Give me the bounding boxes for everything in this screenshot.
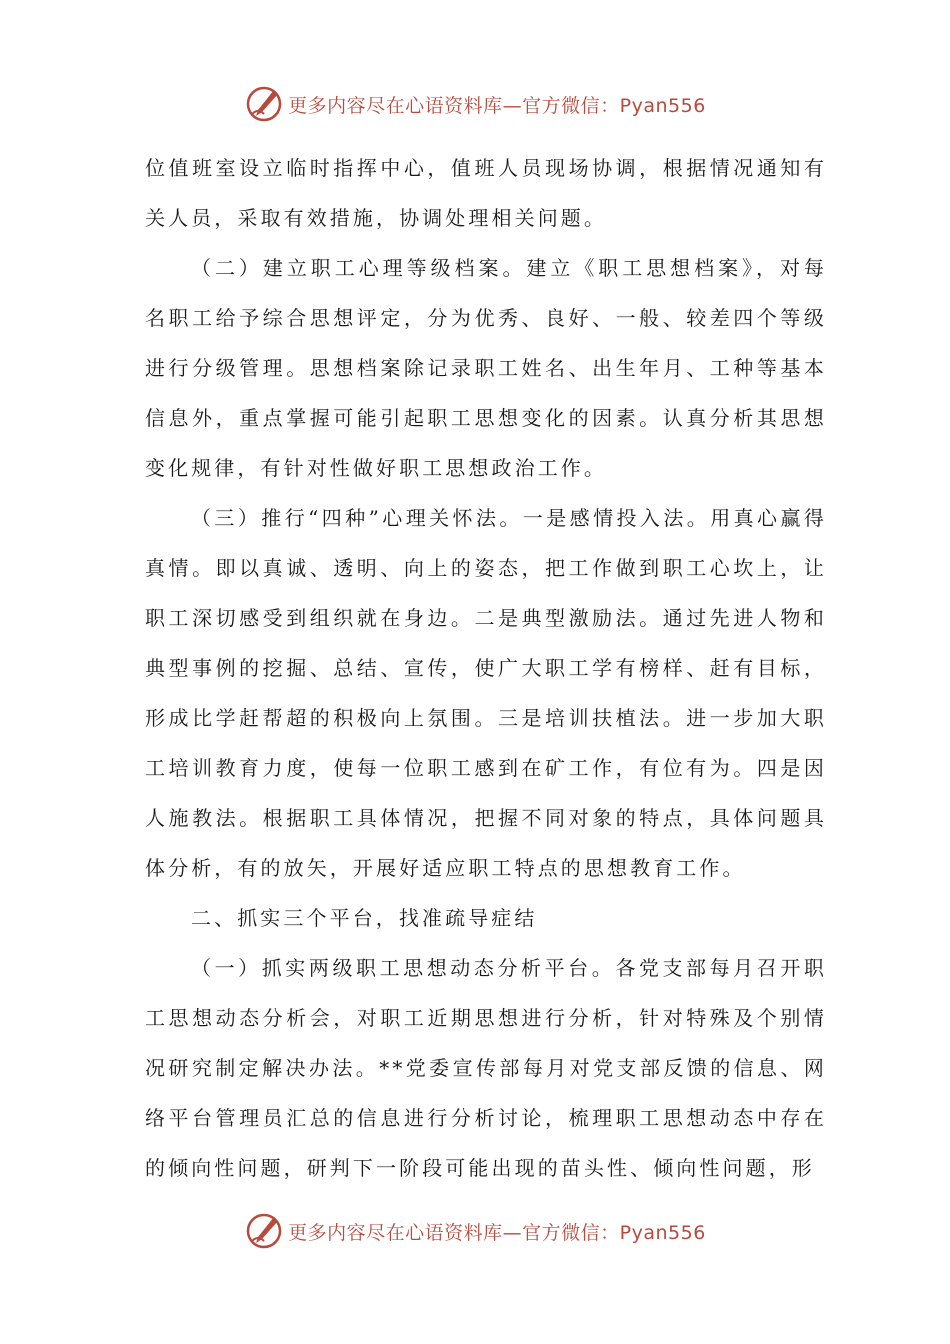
document-body — [145, 143, 827, 1193]
header-banner — [0, 80, 950, 128]
paragraph-continuation: 位值班室设立临时指挥中心，值班人员现场协调，根据情况通知有关人员，采取有效措施，协调处理相关问题。 — [145, 156, 827, 230]
paragraph-platform-one: （一）抓实两级职工思想动态分析平台。各党支部每月召开职工思想动态分析会，对职工近期思想进行分析，针对特殊及个别情况研究制定解决办法。**党委宣传部每月对党支部反馈的信息、网络平台管理员汇总的信息进行分析讨论，梳理职工思想动态中存在的倾向性问题，研判下一阶段可能出现的苗头性、倾向性问题，形 — [145, 956, 827, 1180]
quill-logo-icon — [244, 84, 284, 124]
footer-banner — [0, 1207, 950, 1255]
quill-logo-icon — [244, 1211, 284, 1251]
banner-text: 更多内容尽在心语资料库—官方微信：Pyan556 — [288, 1221, 706, 1244]
paragraph-section-three: （三）推行“四种”心理关怀法。一是感情投入法。用真心赢得真情。即以真诚、透明、向上的姿态，把工作做到职工心坎上，让职工深切感受到组织就在身边。二是典型激励法。通过先进人物和典型事例的挖掘、总结、宣传，使广大职工学有榜样、赶有目标，形成比学赶帮超的积极向上氛围。三是培训扶植法。进一步加大职工培训教育力度，使每一位职工感到在矿工作，有位有为。四是因人施教法。根据职工具体情况，把握不同对象的特点，具体问题具体分析，有的放矢，开展好适应职工特点的思想教育工作。 — [145, 506, 827, 880]
banner-text: 更多内容尽在心语资料库—官方微信：Pyan556 — [288, 94, 706, 117]
paragraph-section-two: （二）建立职工心理等级档案。建立《职工思想档案》，对每名职工给予综合思想评定，分为优秀、良好、一般、较差四个等级进行分级管理。思想档案除记录职工姓名、出生年月、工种等基本信息外，重点掌握可能引起职工思想变化的因素。认真分析其思想变化规律，有针对性做好职工思想政治工作。 — [145, 256, 827, 480]
section-heading: 二、抓实三个平台，找准疏导症结 — [191, 906, 538, 930]
